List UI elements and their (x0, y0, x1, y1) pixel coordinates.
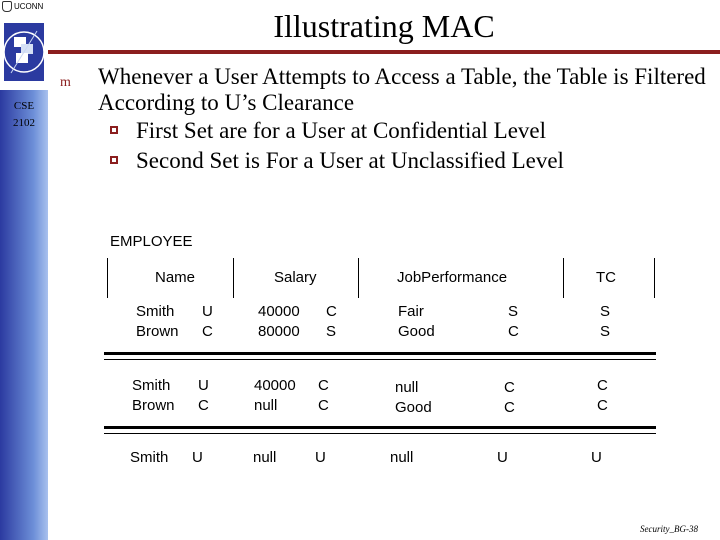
cell-class: C (318, 397, 329, 414)
cell-jobperformance: Good (398, 323, 435, 340)
bullet-main (60, 64, 710, 116)
cell-salary: null (253, 449, 277, 466)
cell-tc: C (597, 397, 608, 414)
logo-text: UCONN (14, 2, 44, 11)
cell-tc: S (600, 303, 611, 320)
cell-class: C (508, 323, 519, 340)
cell-class: C (326, 303, 337, 320)
table-caption: EMPLOYEE (110, 233, 193, 250)
cell-salary: 40000 (254, 377, 296, 394)
column-header-tc: TC (596, 269, 616, 286)
cell-class: C (504, 399, 515, 416)
cell-name: Smith (136, 303, 175, 320)
school-seal-icon (1, 15, 47, 89)
cell-class: C (318, 377, 329, 394)
set-divider (104, 352, 656, 355)
cell-class: C (504, 379, 515, 396)
square-bullet-icon (110, 126, 118, 134)
cell-class: C (198, 397, 209, 414)
cell-name: Smith (132, 377, 171, 394)
cell-jobperformance: Good (395, 399, 432, 416)
cell-name: Brown (136, 323, 179, 340)
column-header-salary: Salary (274, 269, 317, 286)
sub-bullet-1 (60, 116, 710, 146)
column-divider (107, 258, 108, 298)
sub-bullet-1-text: First Set are for a User at Confidential Level (136, 118, 547, 143)
footer-slide-ref: Security_BG-38 (640, 524, 698, 534)
bullet-marker-icon: m (60, 75, 71, 90)
bullet-main-text: Whenever a User Attempts to Access a Table, the Table is Filtered According to U’s Clearance (98, 64, 706, 115)
cell-class: U (198, 377, 209, 394)
set-divider (104, 359, 656, 360)
uconn-logo (2, 1, 48, 13)
page-title: Illustrating MAC (273, 8, 495, 44)
column-divider (563, 258, 564, 298)
sub-bullet-2 (60, 146, 710, 176)
column-divider (358, 258, 359, 298)
bullet-list (60, 64, 710, 176)
cell-jobperformance: Fair (398, 303, 424, 320)
header-rule (48, 50, 720, 54)
crest-icon (2, 1, 12, 12)
cell-class: U (202, 303, 213, 320)
course-label (0, 98, 48, 132)
cell-salary: 80000 (258, 323, 300, 340)
cell-name: Smith (130, 449, 169, 466)
cell-class: C (202, 323, 213, 340)
column-divider (654, 258, 655, 298)
sidebar-gradient-bar (0, 90, 48, 540)
cell-salary: 40000 (258, 303, 300, 320)
cell-class: S (508, 303, 519, 320)
column-divider (233, 258, 234, 298)
cell-class: U (315, 449, 326, 466)
cell-class: U (192, 449, 203, 466)
cell-tc: U (591, 449, 602, 466)
sub-bullet-2-text: Second Set is For a User at Unclassified Level (136, 148, 564, 173)
cell-salary: null (254, 397, 278, 414)
cell-tc: S (600, 323, 611, 340)
column-header-name: Name (155, 269, 196, 286)
course-dept: CSE (13, 100, 35, 112)
course-number: 2102 (13, 117, 35, 129)
square-bullet-icon (110, 156, 118, 164)
column-header-jobperformance: JobPerformance (397, 269, 508, 286)
cell-jobperformance: null (395, 379, 419, 396)
cell-tc: C (597, 377, 608, 394)
set-divider (104, 426, 656, 429)
cell-name: Brown (132, 397, 175, 414)
cell-jobperformance: null (390, 449, 414, 466)
cell-class: U (497, 449, 508, 466)
set-divider (104, 433, 656, 434)
cell-class: S (326, 323, 337, 340)
